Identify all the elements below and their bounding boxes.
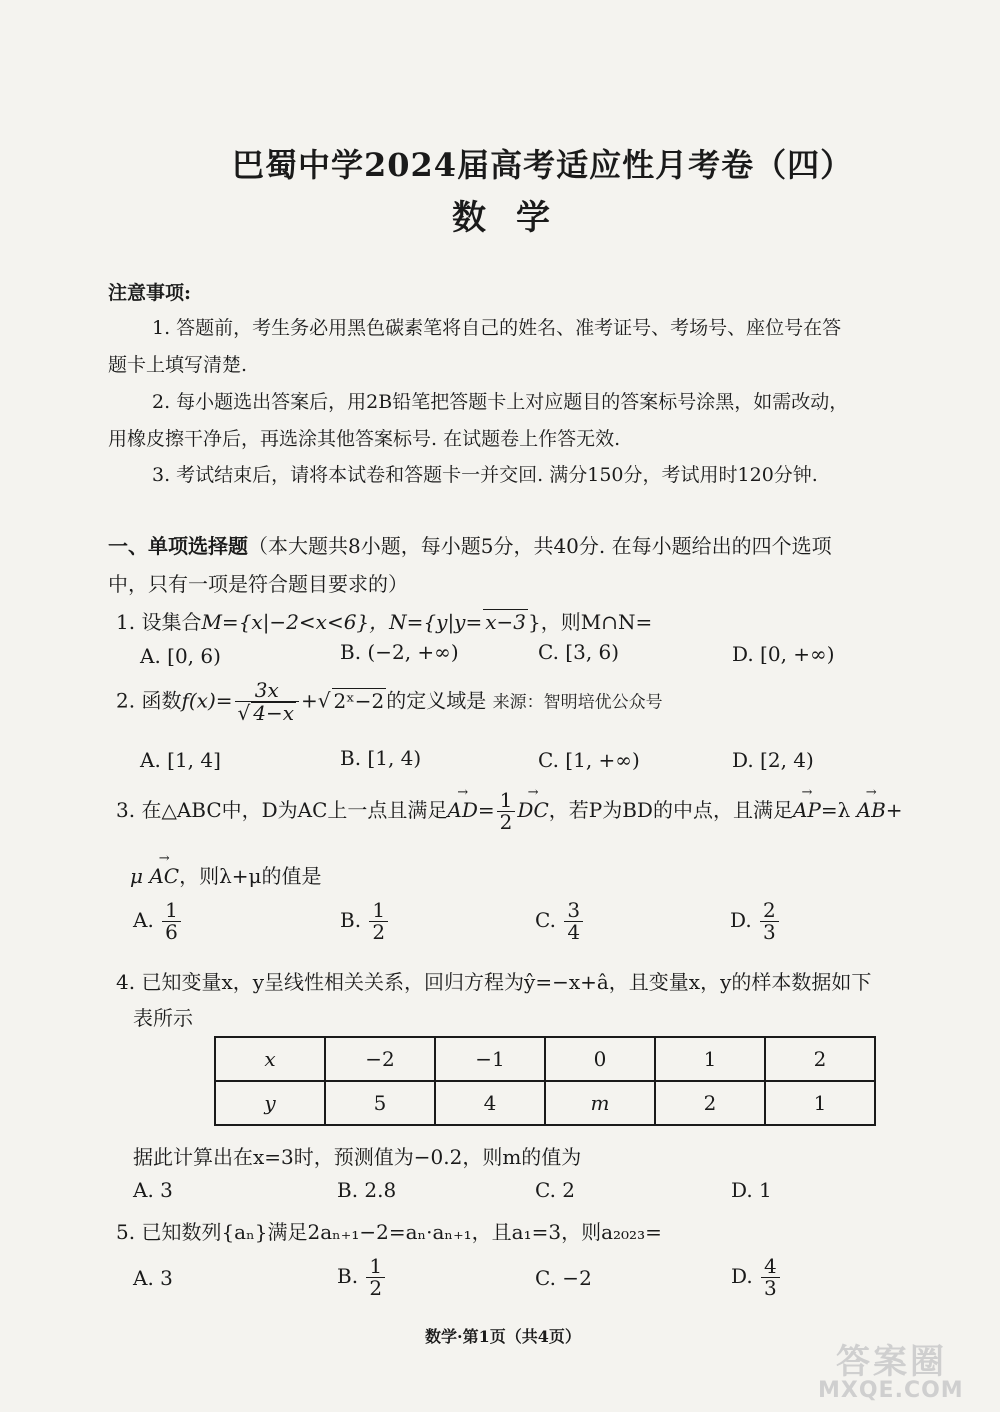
q1-sets: M={x|−2<x<6}，N={y|y= [201, 610, 483, 634]
q3-option-c-num: 3 [564, 900, 583, 922]
notice-item-3: 3. 考试结束后，请将本试卷和答题卡一并交回. 满分150分，考试用时120分钟. [152, 464, 818, 486]
table-cell: 2 [655, 1081, 765, 1125]
q3-half-num: 1 [497, 790, 516, 812]
q3-eq: = [477, 798, 495, 822]
question-1 [116, 606, 652, 635]
q3-part-1: 3. 在△ABC中，D为AC上一点且满足 [116, 798, 448, 822]
question-2: 2. 函数f(x)= $\frac{3x}{√ 4-x}$ +√ 2ˣ−2 的定义域是 来源：智明培优公众号 [116, 678, 663, 725]
q3-option-b-label: B. [340, 908, 362, 932]
q4-option-d: D. 1 [731, 1178, 772, 1202]
question-3 [116, 790, 903, 833]
q4-option-b: B. 2.8 [337, 1178, 397, 1202]
q2-plus: + [301, 688, 318, 713]
q3-option-b-num: 1 [369, 900, 388, 922]
q2-fraction: $\frac{3x}{√ 4-x}$ [235, 680, 300, 724]
q2-sqrt-2: 2ˣ−2 [333, 688, 385, 713]
section-1-heading: 一、单项选择题 [108, 534, 248, 558]
q5-option-b-label: B. [337, 1264, 359, 1288]
q5-option-d-num: 4 [761, 1256, 780, 1278]
q2-option-b: B. [1, 4) [340, 746, 422, 770]
question-4-line-3: 据此计算出在x=3时，预测值为−0.2，则m的值为 [133, 1145, 582, 1169]
table-cell: 2 [765, 1037, 875, 1081]
q3-part-3: ，则λ+μ的值是 [179, 864, 322, 888]
q3-option-c-den: 4 [567, 920, 581, 944]
q5-option-a: A. 3 [133, 1266, 173, 1290]
q3-part-2: ，若P为BD的中点，且满足 [548, 798, 793, 822]
notice-item-2-line-2: 用橡皮擦干净后，再选涂其他答案标号. 在试题卷上作答无效. [108, 428, 621, 450]
watermark-stamp: 答案圈 [836, 1342, 947, 1382]
watermark-logo: MXQE.COM [818, 1378, 964, 1403]
table-cell: −2 [325, 1037, 435, 1081]
table-row [215, 1037, 875, 1081]
exam-title: 巴蜀中学2024届高考适应性月考卷（四） [232, 146, 854, 184]
q3-plus: + [885, 798, 903, 822]
q1-prefix: 1. 设集合 [116, 610, 202, 634]
table-cell: y [215, 1081, 325, 1125]
q2-function: f(x)= [181, 688, 233, 713]
q3-option-a-num: 1 [162, 900, 181, 922]
q1-option-c: C. [3, 6) [538, 640, 620, 664]
table-cell: m [545, 1081, 655, 1125]
q2-suffix: 的定义域是 [386, 688, 487, 713]
q3-option-b [340, 900, 390, 943]
table-cell: 0 [545, 1037, 655, 1081]
table-cell: 4 [435, 1081, 545, 1125]
notice-heading: 注意事项: [108, 282, 192, 304]
table-cell: 5 [325, 1081, 435, 1125]
vector-dc: → DC [517, 798, 548, 822]
q3-lambda: =λ [820, 798, 851, 822]
q3-mu: μ [130, 864, 143, 888]
q1-sqrt: x−3 [485, 610, 526, 634]
q2-option-c: C. [1, +∞) [538, 748, 640, 772]
q2-prefix: 2. 函数 [116, 688, 182, 713]
q3-option-d [730, 900, 781, 943]
q3-option-a-label: A. [133, 908, 154, 932]
q3-option-d-den: 3 [763, 920, 776, 944]
table-row [215, 1081, 875, 1125]
q3-option-c [535, 900, 585, 943]
q3-option-b-den: 2 [372, 920, 386, 944]
q4-option-c: C. 2 [535, 1178, 576, 1202]
q2-frac-den: 4−x [253, 701, 295, 725]
q3-half [497, 790, 516, 833]
vector-ap: → AP [793, 798, 821, 822]
q4-option-a: A. 3 [133, 1178, 173, 1202]
q3-option-c-label: C. [535, 908, 556, 932]
q2-option-d: D. [2, 4) [732, 748, 814, 772]
section-1-line-1 [108, 530, 832, 559]
q2-frac-num: 3x [235, 680, 300, 702]
table-cell: 1 [655, 1037, 765, 1081]
source-note: 来源：智明培优公众号 [492, 692, 663, 713]
q1-option-b: B. (−2, +∞) [340, 640, 459, 664]
table-cell: x [215, 1037, 325, 1081]
q5-option-b-den: 2 [369, 1276, 383, 1300]
q5-option-c: C. −2 [535, 1266, 592, 1290]
vector-ac: → AC [149, 864, 179, 888]
notice-item-1-line-1: 1. 答题前，考生务必用黑色碳素笔将自己的姓名、准考证号、考场号、座位号在答 [152, 317, 842, 339]
section-1-desc: （本大题共8小题，每小题5分，共40分. 在每小题给出的四个选项 [248, 534, 832, 558]
notice-item-2-line-1: 2. 每小题选出答案后，用2B铅笔把答题卡上对应题目的答案标号涂黑，如需改动， [152, 391, 849, 413]
q1-suffix: }，则M∩N= [528, 610, 653, 634]
q3-half-den: 2 [499, 810, 513, 834]
subject-title: 数学 [452, 198, 580, 238]
vector-ad: → AD [447, 798, 477, 822]
q3-option-d-label: D. [730, 908, 752, 932]
q5-option-d [731, 1256, 782, 1299]
q5-option-d-label: D. [731, 1264, 753, 1288]
q2-option-a: A. [1, 4] [140, 748, 221, 772]
page-footer: 数学·第1页（共4页） [425, 1327, 581, 1346]
question-4-line-2: 表所示 [133, 1006, 193, 1030]
table-cell: 1 [765, 1081, 875, 1125]
notice-item-1-line-2: 题卡上填写清楚. [108, 354, 248, 376]
q3-line-2 [130, 860, 322, 889]
q5-option-b [337, 1256, 387, 1299]
question-5: 5. 已知数列{aₙ}满足2aₙ₊₁−2=aₙ·aₙ₊₁，且a₁=3，则a₂₀₂₃= [116, 1220, 662, 1244]
section-1-line-2: 中，只有一项是符合题目要求的） [108, 572, 408, 596]
q1-option-a: A. [0, 6) [140, 644, 221, 668]
question-4-line-1: 4. 已知变量x，y呈线性相关关系，回归方程为ŷ=−x+â，且变量x，y的样本数据如下 [116, 970, 872, 994]
q5-option-d-den: 3 [764, 1276, 777, 1300]
table-cell: −1 [435, 1037, 545, 1081]
sample-data-table [214, 1036, 876, 1126]
vector-ab: → AB [857, 798, 886, 822]
q3-option-a [133, 900, 183, 943]
q3-option-a-den: 6 [165, 920, 178, 944]
q3-option-d-num: 2 [760, 900, 779, 922]
q5-option-b-num: 1 [366, 1256, 385, 1278]
q1-option-d: D. [0, +∞) [732, 642, 835, 666]
